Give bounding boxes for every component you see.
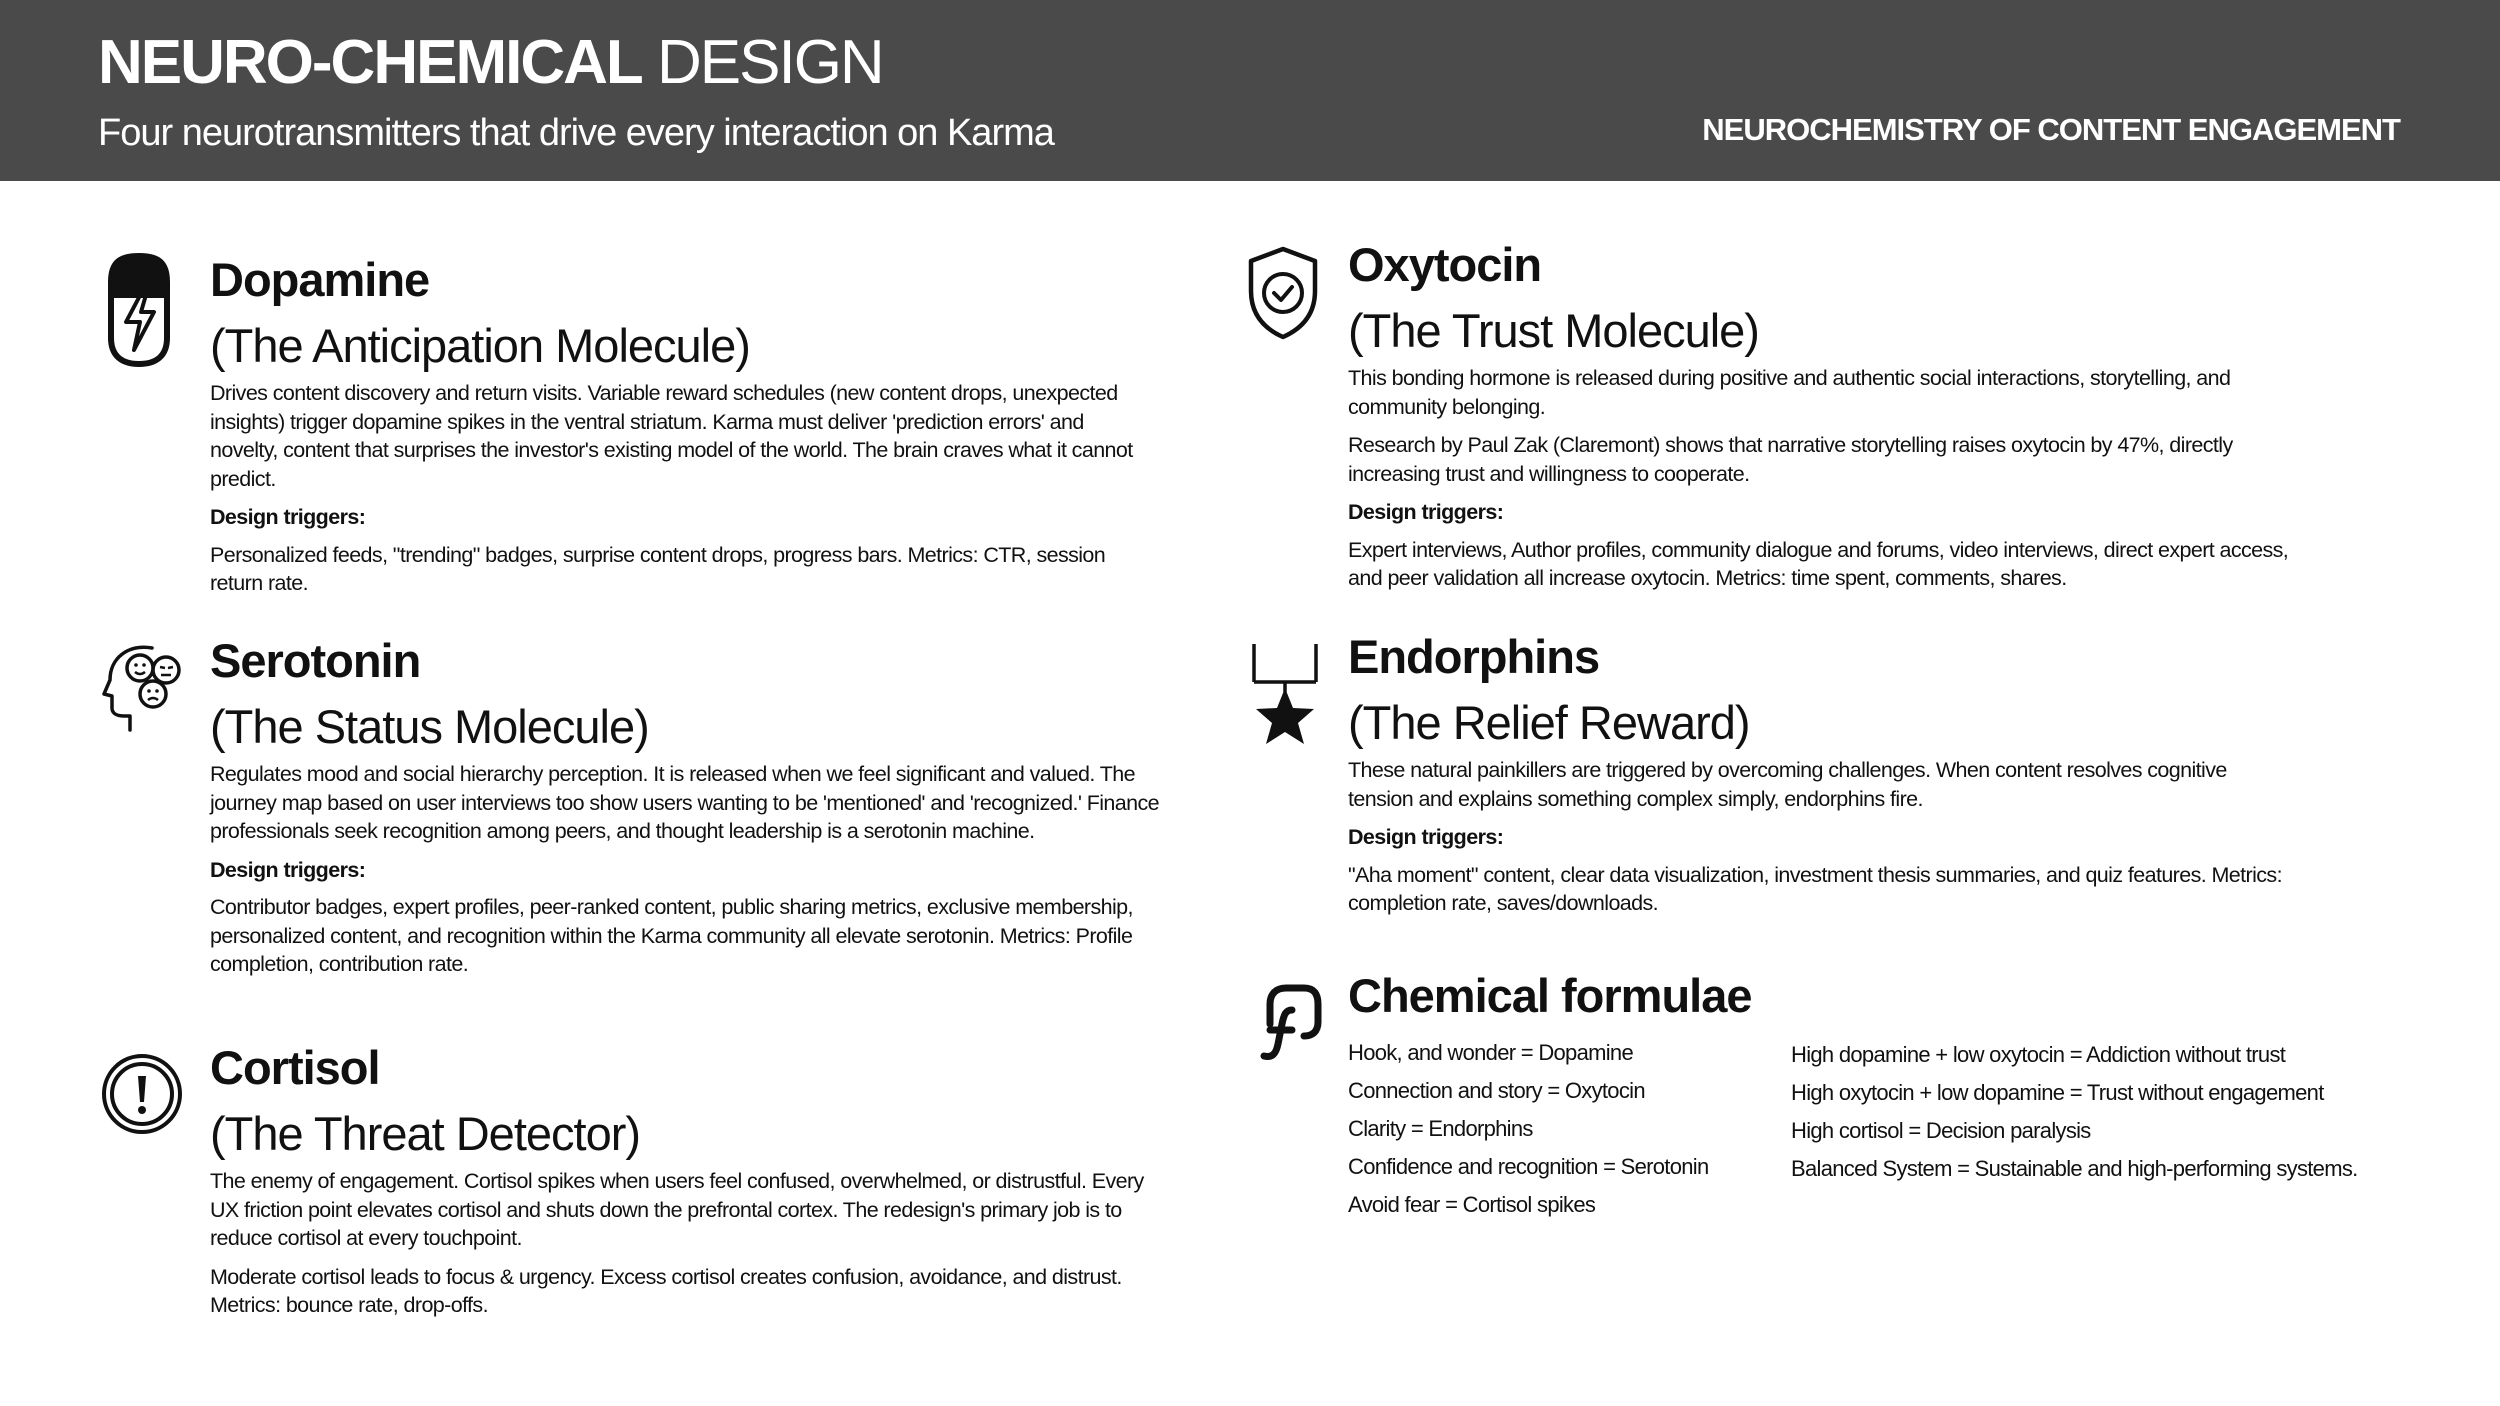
section-subtitle: (The Threat Detector) xyxy=(210,1107,641,1160)
design-triggers-text: Contributor badges, expert profiles, peer-ranked content, public sharing metrics, exclusive membership, personalized content, and recognition within the Karma community all elevate serotonin. Metrics: Profile completion, contribution rate. xyxy=(210,895,1133,976)
formula-item: Hook, and wonder = Dopamine xyxy=(1348,1040,1634,1065)
design-triggers-label: Design triggers: xyxy=(1348,500,1504,524)
star-medal-icon xyxy=(1250,640,1320,752)
formulae-right-list xyxy=(1791,1036,2358,1188)
title-bold: NEURO-CHEMICAL xyxy=(98,28,642,97)
section-title: Chemical formulae xyxy=(1348,969,1752,1022)
section-body: The enemy of engagement. Cortisol spikes when users feel confused, overwhelmed, or distrustful. Every UX friction point elevates cortisol and shuts down the prefrontal cortex. The redesign's primary job is to reduce cortisol at every touchpoint. xyxy=(210,1169,1144,1250)
exclamation-circle-icon xyxy=(100,1052,184,1136)
formula-item: Clarity = Endorphins xyxy=(1348,1116,1533,1141)
head-emotions-icon xyxy=(102,642,188,732)
section-subtitle: (The Status Molecule) xyxy=(210,700,649,753)
design-triggers-label: Design triggers: xyxy=(210,857,366,882)
formulae-left-list xyxy=(1348,1034,1709,1224)
formula-item: High dopamine + low oxytocin = Addiction without trust xyxy=(1791,1042,2286,1067)
section-title: Dopamine xyxy=(210,253,430,306)
design-triggers-text: "Aha moment" content, clear data visualization, investment thesis summaries, and quiz features. Metrics: completion rate, saves/downloads. xyxy=(1348,862,2282,915)
formula-item: Avoid fear = Cortisol spikes xyxy=(1348,1192,1596,1217)
section-formulae xyxy=(1348,963,2248,1029)
title-light: DESIGN xyxy=(656,28,883,97)
section-cortisol xyxy=(210,1035,1165,1330)
header-right-label: NEUROCHEMISTRY OF CONTENT ENGAGEMENT xyxy=(1702,112,2400,147)
page-subtitle: Four neurotransmitters that drive every interaction on Karma xyxy=(98,112,1054,154)
section-oxytocin xyxy=(1348,232,2293,603)
section-body-2: Moderate cortisol leads to focus & urgency. Excess cortisol creates confusion, avoidance, and distrust. Metrics: bounce rate, drop-offs. xyxy=(210,1264,1122,1317)
design-triggers-label: Design triggers: xyxy=(1348,825,1504,849)
section-subtitle: (The Anticipation Molecule) xyxy=(210,319,750,372)
section-serotonin xyxy=(210,628,1165,989)
section-title: Serotonin xyxy=(210,634,421,687)
formula-item: Balanced System = Sustainable and high-performing systems. xyxy=(1791,1156,2358,1181)
formula-item: Confidence and recognition = Serotonin xyxy=(1348,1154,1709,1179)
section-dopamine xyxy=(210,247,1155,608)
design-triggers-label: Design triggers: xyxy=(210,505,366,529)
formula-item: Connection and story = Oxytocin xyxy=(1348,1078,1645,1103)
section-subtitle: (The Relief Reward) xyxy=(1348,696,1750,749)
lightning-bolt-icon xyxy=(106,252,172,368)
formula-item: High cortisol = Decision paralysis xyxy=(1791,1118,2091,1143)
section-body: Drives content discovery and return visits. Variable reward schedules (new content drops, unexpected insights) trigger dopamine spikes in the ventral striatum. Karma must deliver 'prediction errors' and novelty, content that surprises the investor's existing model of the world. The brain craves what it cannot predict. xyxy=(210,381,1133,491)
section-subtitle: (The Trust Molecule) xyxy=(1348,304,1759,357)
function-icon xyxy=(1252,982,1324,1062)
section-body: These natural painkillers are triggered by overcoming challenges. When content resolves cognitive tension and explains something complex simply, endorphins fire. xyxy=(1348,758,2227,811)
shield-check-icon xyxy=(1245,245,1321,341)
section-body: Regulates mood and social hierarchy perception. It is released when we feel significant and valued. The journey map based on user interviews too show users wanting to be 'mentioned' and 'recognized.' Finance professionals seek recognition among peers, and thought leadership is a serotonin machine. xyxy=(210,762,1159,843)
page-title xyxy=(98,26,883,100)
section-body: This bonding hormone is released during positive and authentic social interactions, storytelling, and community belonging. xyxy=(1348,366,2231,419)
design-triggers-text: Personalized feeds, "trending" badges, surprise content drops, progress bars. Metrics: CTR, session return rate. xyxy=(210,542,1106,595)
section-body-2: Research by Paul Zak (Claremont) shows that narrative storytelling raises oxytocin by 47%, directly increasing trust and willingness to cooperate. xyxy=(1348,433,2233,486)
design-triggers-text: Expert interviews, Author profiles, community dialogue and forums, video interviews, direct expert access, and peer validation all increase oxytocin. Metrics: time spent, comments, shares. xyxy=(1348,537,2289,590)
section-title: Endorphins xyxy=(1348,630,1600,683)
section-endorphins xyxy=(1348,624,2293,928)
formula-item: High oxytocin + low dopamine = Trust without engagement xyxy=(1791,1080,2324,1105)
section-title: Oxytocin xyxy=(1348,238,1542,291)
section-title: Cortisol xyxy=(210,1041,380,1094)
header-bar xyxy=(0,0,2500,181)
